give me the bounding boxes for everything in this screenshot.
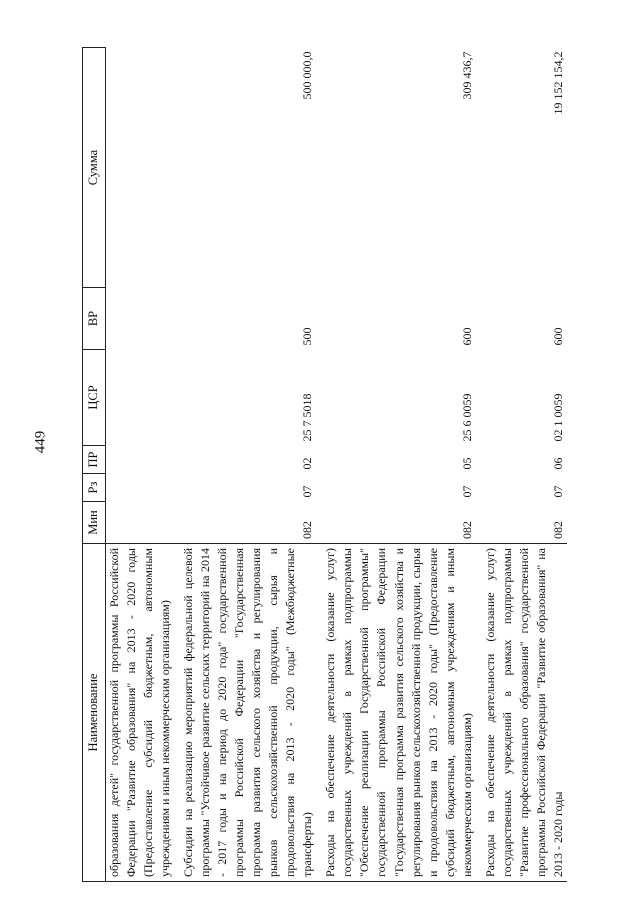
row-sum: 500 000,0 (300, 51, 315, 100)
budget-table-sheet (82, 48, 580, 882)
header-pr: ПР (83, 446, 106, 474)
table-row (316, 48, 475, 882)
row-rz (106, 474, 175, 502)
row-name: Расходы на обеспечение деятельности (оказание услуг) государственных учреждений в рамках подпрограммы "Обеспечение реализации Государственной программы" государственной программы Российской Федерации "Государственная программа развития сельского хозяйства и регулирования рынков сельскохозяйственной продукции, сырья и продовольствия на 2013 - 2020 годы" (Предоставление субсидий бюджетным, автономным учреждениям и иным некоммерческим организациям) (316, 544, 475, 882)
header-min: Мин (83, 502, 106, 544)
row-min: 082 (550, 521, 565, 539)
row-pr (106, 446, 175, 474)
row-pr: 05 (459, 457, 474, 470)
page-number: 449 (32, 430, 49, 454)
table-row (174, 48, 316, 882)
table-row (106, 48, 175, 882)
header-sum: Сумма (83, 48, 106, 288)
row-min (106, 502, 175, 544)
row-rz: 07 (459, 485, 474, 498)
row-csr: 25 7 5018 (300, 393, 315, 442)
table-row (476, 48, 567, 882)
row-pr: 06 (550, 457, 565, 470)
row-csr: 02 1 0059 (550, 393, 565, 442)
budget-table (82, 47, 567, 882)
row-vr: 600 (459, 327, 474, 346)
table-header-row (83, 48, 106, 882)
row-pr: 02 (300, 457, 315, 470)
header-name: Наименование (83, 544, 106, 882)
row-name: Расходы на обеспечение деятельности (оказание услуг) государственных учреждений в рамках подпрограммы "Развитие профессионального образования" государственной программы Российской Федерации "Развитие образования" на 2013 - 2020 годы (476, 544, 567, 882)
row-sum: 309 436,7 (459, 51, 474, 100)
row-rz: 07 (550, 485, 565, 498)
row-vr: 500 (300, 327, 315, 346)
row-name: образования детей" государственной программы Российской Федерации "Развитие образования" на 2013 - 2020 годы (Предоставление субсидий бюджетным, автономным учреждениям и иным некоммерческим организациям) (106, 544, 175, 882)
row-rz: 07 (300, 485, 315, 498)
row-vr (106, 288, 175, 350)
row-min: 082 (300, 521, 315, 539)
row-min: 082 (459, 521, 474, 539)
header-rz: Рз (83, 474, 106, 502)
row-csr: 25 6 0059 (459, 393, 474, 442)
row-sum: 19 152 154,2 (550, 51, 565, 115)
header-vr: ВР (83, 288, 106, 350)
row-sum (106, 48, 175, 288)
row-vr: 600 (550, 327, 565, 346)
row-name: Субсидии на реализацию мероприятий федеральной целевой программы "Устойчивое развитие сельских территорий на 2014 - 2017 годы и на период до 2020 года" государственной программы Российской Федерации "Государственная программа развития сельского хозяйства и регулирования рынков сельскохозяйственной продукции, сырья и продовольствия на 2013 - 2020 годы" (Межбюджетные трансферты) (174, 544, 316, 882)
row-csr (106, 350, 175, 446)
header-csr: ЦСР (83, 350, 106, 446)
